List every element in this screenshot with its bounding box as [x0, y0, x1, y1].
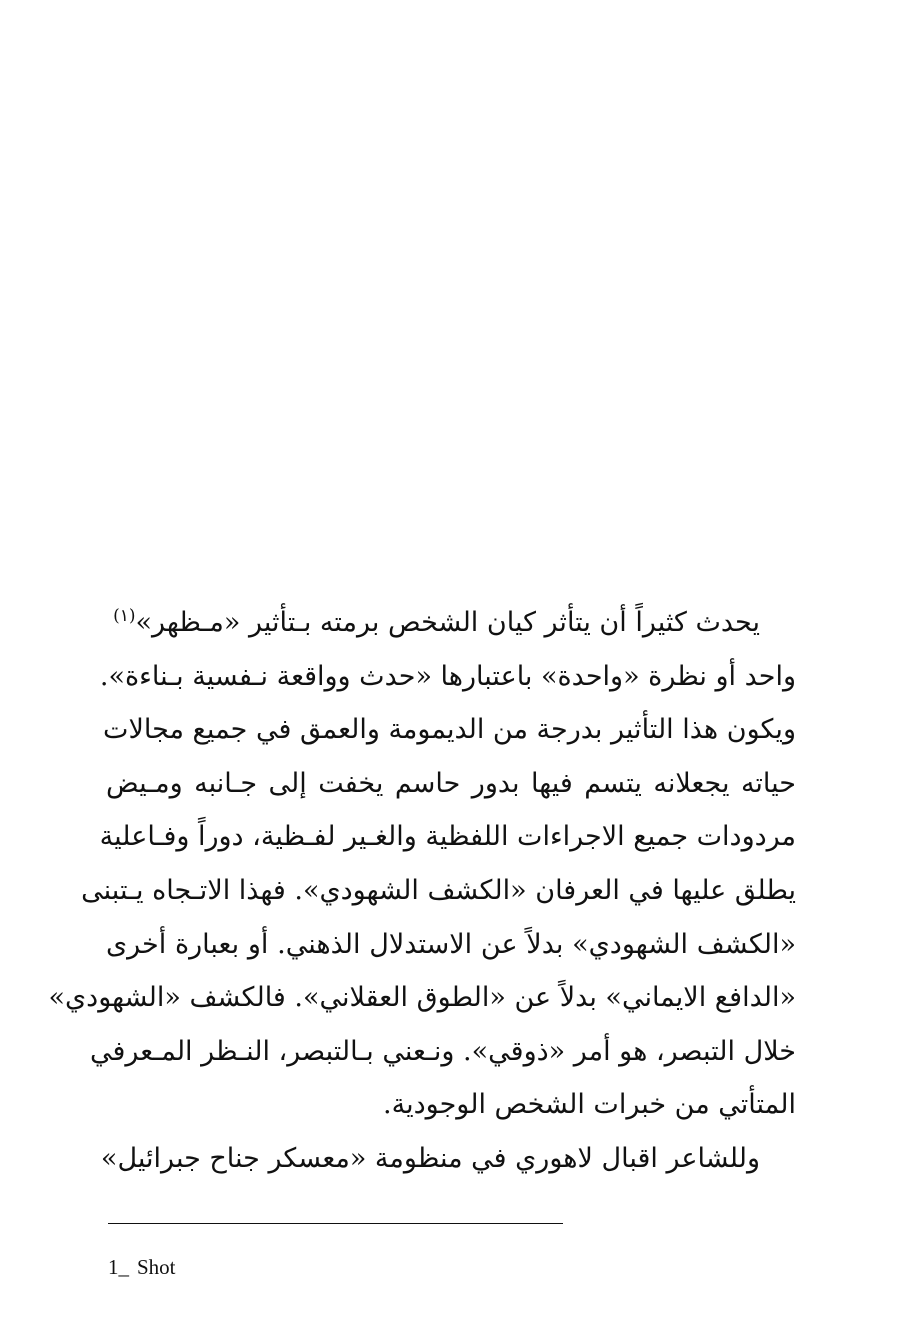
- text-line: «الكشف الشهودي» بدلاً عن الاستدلال الذهني. أو بعبارة أخرى: [106, 928, 796, 960]
- text-line: حياته يجعلانه يتسم فيها بدور حاسم يخفت إلى جـانبه ومـيض: [106, 767, 796, 799]
- text-line: يطلق عليها في العرفان «الكشف الشهودي». فهذا الاتـجاه يـتبنى: [81, 874, 796, 906]
- text-line: ويكون هذا التأثير بدرجة من الديمومة والعمق في جميع مجالات: [103, 714, 796, 746]
- footnote-reference[interactable]: (١): [113, 606, 136, 626]
- footnote-divider: [108, 1223, 563, 1224]
- text-line: وللشاعر اقبال لاهوري في منظومة «معسكر جناح جبرائيل»: [100, 1142, 760, 1174]
- text-line: خلال التبصر، هو أمر «ذوقي». ونـعني بـالتبصر، النـظر المـعرفي: [89, 1035, 796, 1067]
- text-line: «الدافع الايماني» بدلاً عن «الطوق العقلاني». فالكشف «الشهودي»: [48, 982, 796, 1014]
- footnote-text: Shot: [137, 1255, 176, 1279]
- footnote: [108, 1255, 176, 1280]
- line-text: يحدث كثيراً أن يتأثر كيان الشخص برمته بـتأثير «مـظهر»: [135, 607, 760, 638]
- body-text: [48, 596, 796, 1186]
- footnote-number: 1_: [108, 1255, 129, 1279]
- text-line: المتأتي من خبرات الشخص الوجودية.: [383, 1089, 796, 1121]
- text-line: واحد أو نظرة «واحدة» باعتبارها «حدث وواقعة نـفسية بـناءة».: [99, 660, 796, 692]
- text-line: مردودات جميع الاجراءات اللفظية والغـير لفـظية، دوراً وفـاعلية: [99, 821, 796, 853]
- text-line: [106, 596, 796, 650]
